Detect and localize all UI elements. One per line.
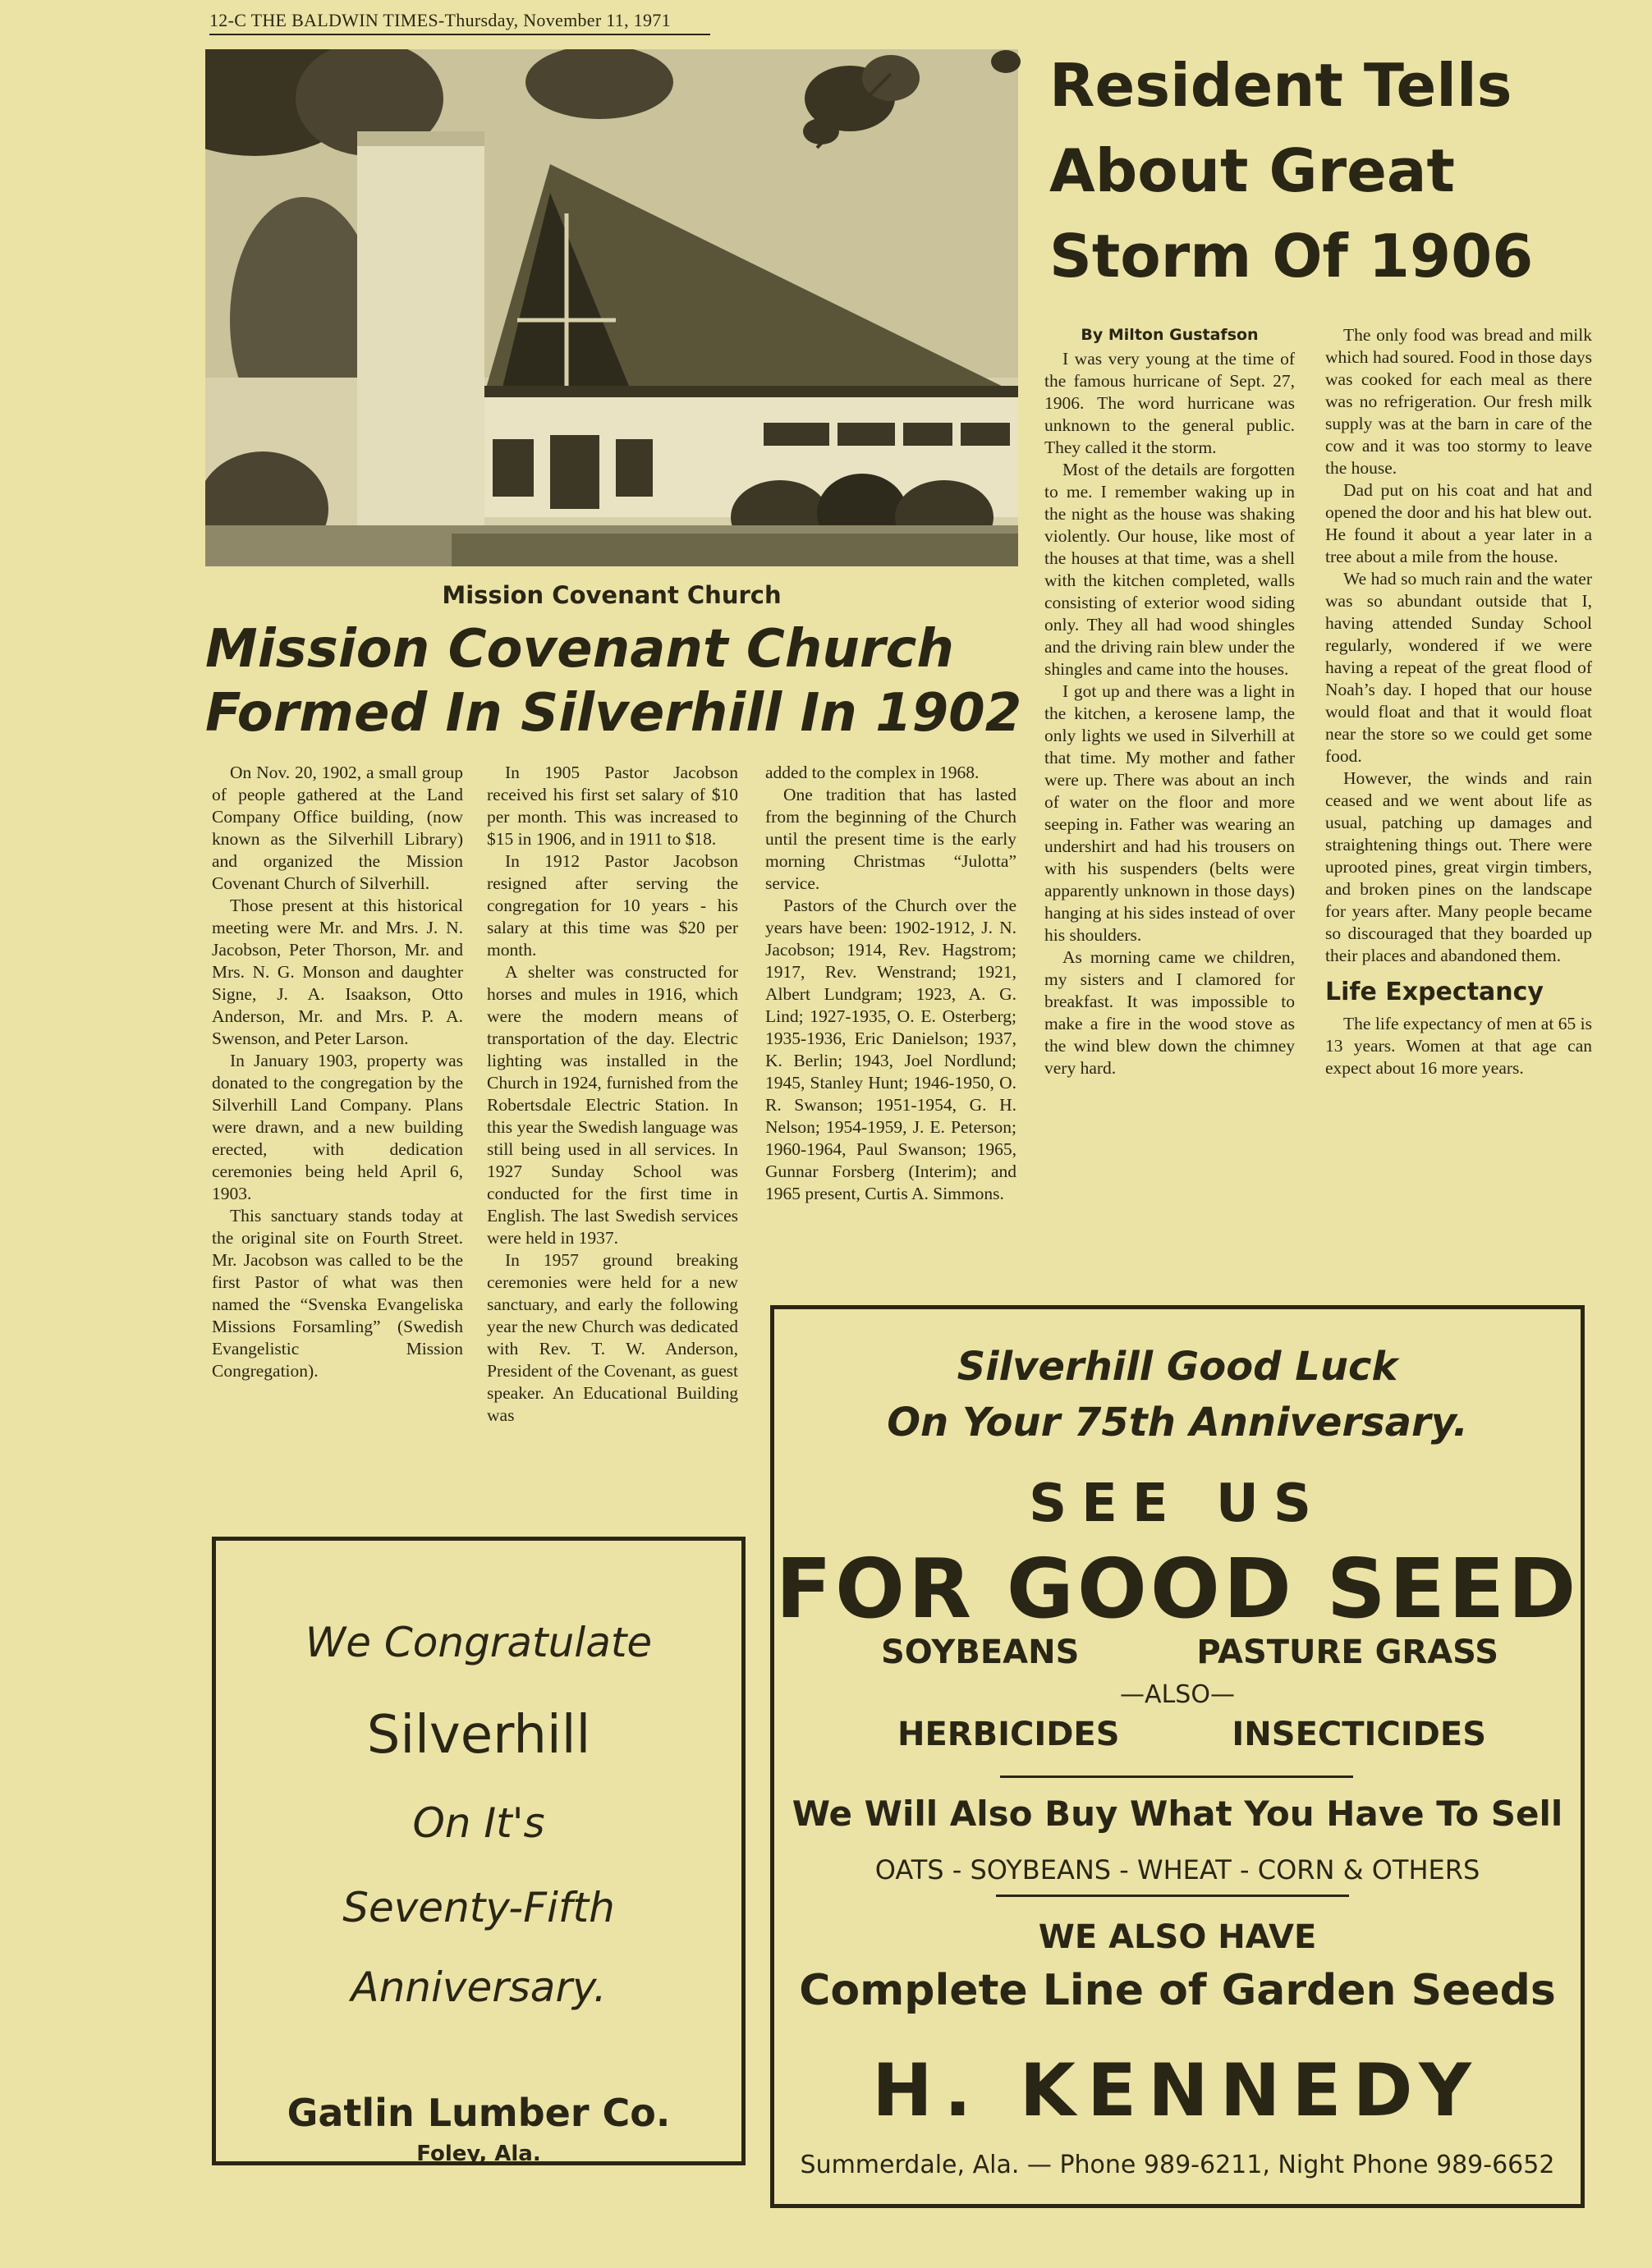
ad-grains: OATS - SOYBEANS - WHEAT - CORN & OTHERS <box>874 1854 1480 1885</box>
paragraph: A shelter was constructed for horses and mules in 1916, which were the modern means of transportation of the day. Electric lighting was installed in the Church in 1924, furnished from the Robertsdale Electric Station. In this year the Swedish language was still being used in all services. In 1927 Sunday School was conducted for the first time in English. The last Swedish services were held in 1937. <box>487 962 738 1248</box>
church-headline <box>205 617 1026 745</box>
ad-line: Silverhill Good Luck <box>957 1344 1398 1390</box>
ad-garden-seeds: Complete Line of Garden Seeds <box>799 1966 1556 2015</box>
ad-also-have: WE ALSO HAVE <box>1038 1918 1317 1956</box>
storm-headline-line1: Resident Tells <box>1049 51 1512 120</box>
paragraph: Pastors of the Church over the years have been: 1902-1912, J. N. Jacobson; 1914, Rev. Hagstrom; 1917, Rev. Wenstrand; 1921, Albert Lundgram; 1923, A. G. Lind; 1927-1935, O. E. Osterberg; 1935-1936, Eric Danielson; 1937, K. Berlin; 1943, Joel Nordlund; 1945, Stanley Hunt; 1946-1950, O. R. Swanson; 1951-1954, G. H. Nelson; 1954-1959, J. E. Peterson; 1960-1964, Paul Swanson; 1965, Gunnar Forsberg (Interim); and 1965 present, Curtis A. Simmons. <box>765 896 1016 1203</box>
paragraph: In 1912 Pastor Jacobson resigned after serving the congregation for 10 years - his salary at this time was $20 per month. <box>487 851 738 960</box>
ad-see-us: SEE US <box>1029 1473 1326 1534</box>
kennedy-seed-ad <box>770 1305 1585 2208</box>
ad-herbicides: HERBICIDES <box>897 1716 1120 1753</box>
ad-line: On It's <box>412 1799 545 1847</box>
church-article-column-3 <box>765 762 1016 1205</box>
paragraph: The only food was bread and milk which had soured. Food in those days was cooked for each meal as there was no refrigeration. Our fresh milk supply was at the barn in care of the cow and it was too stormy to leave the house. <box>1325 325 1592 478</box>
ad-company: Gatlin Lumber Co. <box>287 2091 671 2135</box>
gatlin-lumber-ad <box>212 1537 746 2165</box>
ad-line: Anniversary. <box>351 1963 607 2011</box>
storm-headline <box>1049 43 1591 299</box>
church-article-column-1 <box>212 762 463 1382</box>
church-headline-line2: Formed In Silverhill In 1902 <box>205 683 1022 744</box>
storm-headline-line2: About Great <box>1049 136 1455 205</box>
divider <box>1000 1775 1353 1778</box>
ad-pasture-grass: PASTURE GRASS <box>1196 1633 1498 1671</box>
divider <box>996 1895 1349 1897</box>
life-expectancy-heading: Life Expectancy <box>1325 978 1544 1006</box>
church-headline-line1: Mission Covenant Church <box>205 619 954 680</box>
paragraph: added to the complex in 1968. <box>765 763 980 782</box>
ad-line: Silverhill <box>366 1705 591 1766</box>
ad-business-name: H. KENNEDY <box>872 2048 1483 2133</box>
paragraph: Most of the details are forgotten to me. I remember waking up in the night as the house was shaking violently. Our house, like most of the houses at that time, was a shell with the kitchen completed, walls consisting of exterior wood siding only. They all had wood shingles and the driving rain blew under the shingles and came into the houses. <box>1044 460 1295 679</box>
ad-good-seed: FOR GOOD SEED <box>775 1541 1580 1637</box>
ad-line: We Congratulate <box>305 1619 653 1666</box>
paragraph: We had so much rain and the water was so abundant outside that I, having attended Sunday School regularly, wondered if we were having a repeat of the great flood of Noah’s day. I hoped that our house would float and that it would float near the store so we could get some food. <box>1325 569 1592 766</box>
paragraph: This sanctuary stands today at the original site on Fourth Street. Mr. Jacobson was called to be the first Pastor of what was then named the “Svenska Evangeliska Missions Forsamling” (Swedish Evangelistic Mission Congregation). <box>212 1206 463 1381</box>
paragraph: In 1905 Pastor Jacobson received his first set salary of $10 per month. This was increased to $15 in 1906, and in 1911 to $18. <box>487 763 738 849</box>
byline: By Milton Gustafson <box>1081 326 1259 344</box>
paragraph: However, the winds and rain ceased and we went about life as usual, patching up damages and straightening things out. There were uprooted pines, great virgin timbers, and broken pines on the landscape for years after. Many people became so discouraged that they boarded up their places and abandoned them. <box>1325 768 1592 965</box>
leaves-illustration <box>801 41 1030 164</box>
ad-location: Foley, Ala. <box>416 2142 541 2166</box>
church-article-column-2 <box>487 762 738 1427</box>
paragraph: I got up and there was a light in the kitchen, a kerosene lamp, the only lights we used in Silverhill at that time. My mother and father were up. There was about an inch of water on the floor and more seeping in. Father was wearing an undershirt and had his trousers on with his suspenders (belts were apparently unknown in those days) hanging at his sides instead of over his shoulders. <box>1044 681 1295 945</box>
paragraph: Those present at this historical meeting were Mr. and Mrs. J. N. Jacobson, Peter Thorson, Mr. and Mrs. N. G. Monson and daughter Signe, J. A. Isaakson, Otto Anderson, Mr. and Mrs. P. A. Swenson, and Peter Larson. <box>212 896 463 1048</box>
paragraph: In January 1903, property was donated to the congregation by the Silverhill Land Company. Plans were drawn, and a new building erected, with dedication ceremonies being held April 6, 1903. <box>212 1051 463 1203</box>
storm-article-column-2 <box>1325 324 1592 1079</box>
ad-insecticides: INSECTICIDES <box>1232 1716 1486 1753</box>
ad-line: On Your 75th Anniversary. <box>887 1400 1468 1446</box>
page-folio: 12-C THE BALDWIN TIMES-Thursday, November 11, 1971 <box>209 10 710 35</box>
paragraph: One tradition that has lasted from the beginning of the Church until the present time is the early morning Christmas “Julotta” service. <box>765 785 1016 893</box>
ad-line: Seventy-Fifth <box>342 1884 615 1931</box>
storm-headline-line3: Storm Of 1906 <box>1049 222 1534 291</box>
ad-buy: We Will Also Buy What You Have To Sell <box>792 1794 1563 1834</box>
paragraph: I was very young at the time of the famous hurricane of Sept. 27, 1906. The word hurricane was unknown to the general public. They called it the storm. <box>1044 349 1295 457</box>
paragraph: On Nov. 20, 1902, a small group of people gathered at the Land Company Office building, (now known as the Silverhill Library) and organized the Mission Covenant Church of Silverhill. <box>212 763 463 893</box>
paragraph: As morning came we children, my sisters and I clamored for breakfast. It was impossible to make a fire in the wood stove as the wind blew down the chimney very hard. <box>1044 947 1295 1078</box>
ad-contact: Summerdale, Ala. — Phone 989-6211, Night Phone 989-6652 <box>800 2151 1555 2179</box>
paragraph: Dad put on his coat and hat and opened the door and his hat blew out. He found it about a year later in a tree about a mile from the house. <box>1325 480 1592 566</box>
storm-article-column-1 <box>1044 324 1295 1079</box>
ad-also: —ALSO— <box>1120 1680 1235 1709</box>
life-expectancy-text: The life expectancy of men at 65 is 13 years. Women at that age can expect about 16 more years. <box>1325 1014 1592 1078</box>
paragraph: In 1957 ground breaking ceremonies were held for a new sanctuary, and early the following year the new Church was dedicated with Rev. T. W. Anderson, President of the Covenant, as guest speaker. An Educational Building was <box>487 1250 738 1425</box>
ad-soybeans: SOYBEANS <box>881 1633 1080 1671</box>
photo-caption: Mission Covenant Church <box>442 581 782 609</box>
